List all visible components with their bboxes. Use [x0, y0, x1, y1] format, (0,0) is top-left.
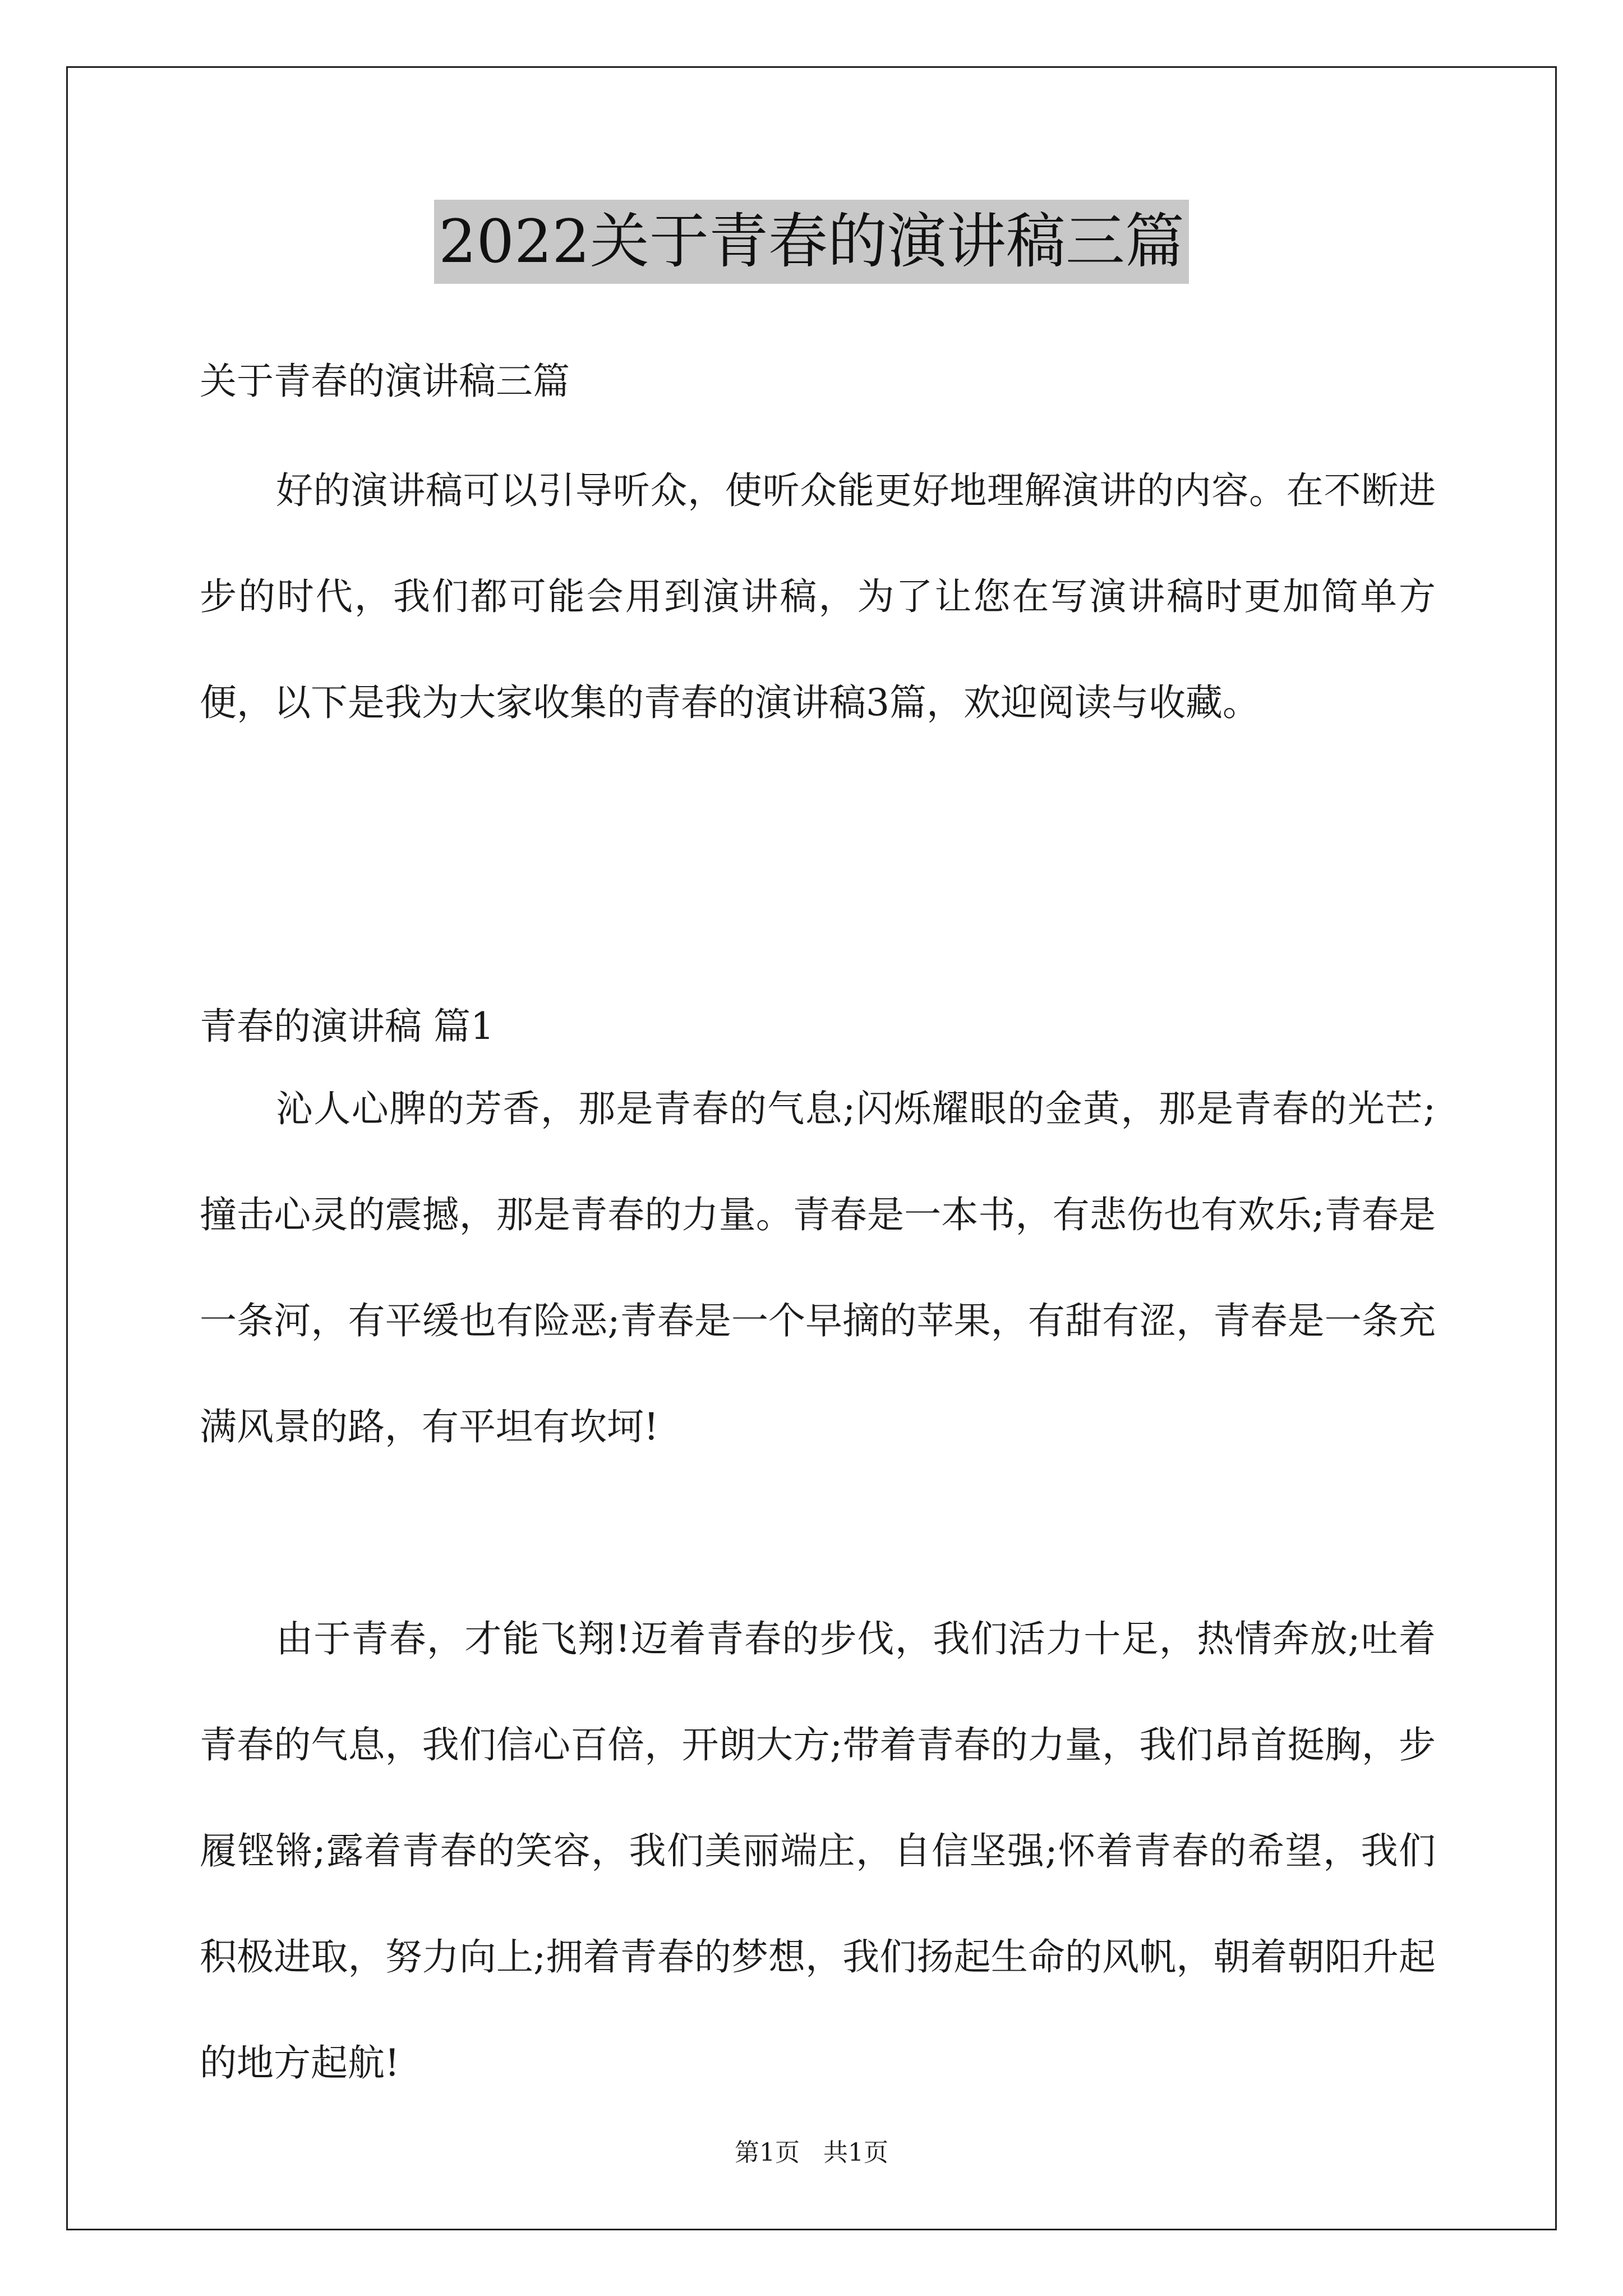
body-paragraph: 由于青春，才能飞翔!迈着青春的步伐，我们活力十足，热情奔放;吐着青春的气息，我们信心百倍，开朗大方;带着青春的力量，我们昂首挺胸，步履铿锵;露着青春的笑容，我们美丽端庄，自信坚强;怀着青春的希望，我们积极进取，努力向上;拥着青春的梦想，我们扬起生命的风帆，朝着朝阳升起的地方起航!	[200, 1617, 1436, 2085]
document-subtitle: 关于青春的演讲稿三篇	[200, 360, 570, 403]
intro-paragraph: 好的演讲稿可以引导听众，使听众能更好地理解演讲的内容。在不断进步的时代，我们都可能会用到演讲稿，为了让您在写演讲稿时更加简单方便，以下是我为大家收集的青春的演讲稿3篇，欢迎阅读与收藏。	[200, 469, 1436, 724]
body-paragraph: 沁人心脾的芳香，那是青春的气息;闪烁耀眼的金黄，那是青春的光芒;撞击心灵的震撼，那是青春的力量。青春是一本书，有悲伤也有欢乐;青春是一条河，有平缓也有险恶;青春是一个早摘的苹果，有甜有涩，青春是一条充满风景的路，有平坦有坎坷!	[200, 1087, 1436, 1448]
section-heading: 青春的演讲稿 篇1	[200, 1005, 494, 1048]
document-title: 2022关于青春的演讲稿三篇	[434, 200, 1189, 284]
document-title-wrapper	[0, 200, 1623, 284]
page-footer: 第1页 共1页	[735, 2138, 888, 2167]
